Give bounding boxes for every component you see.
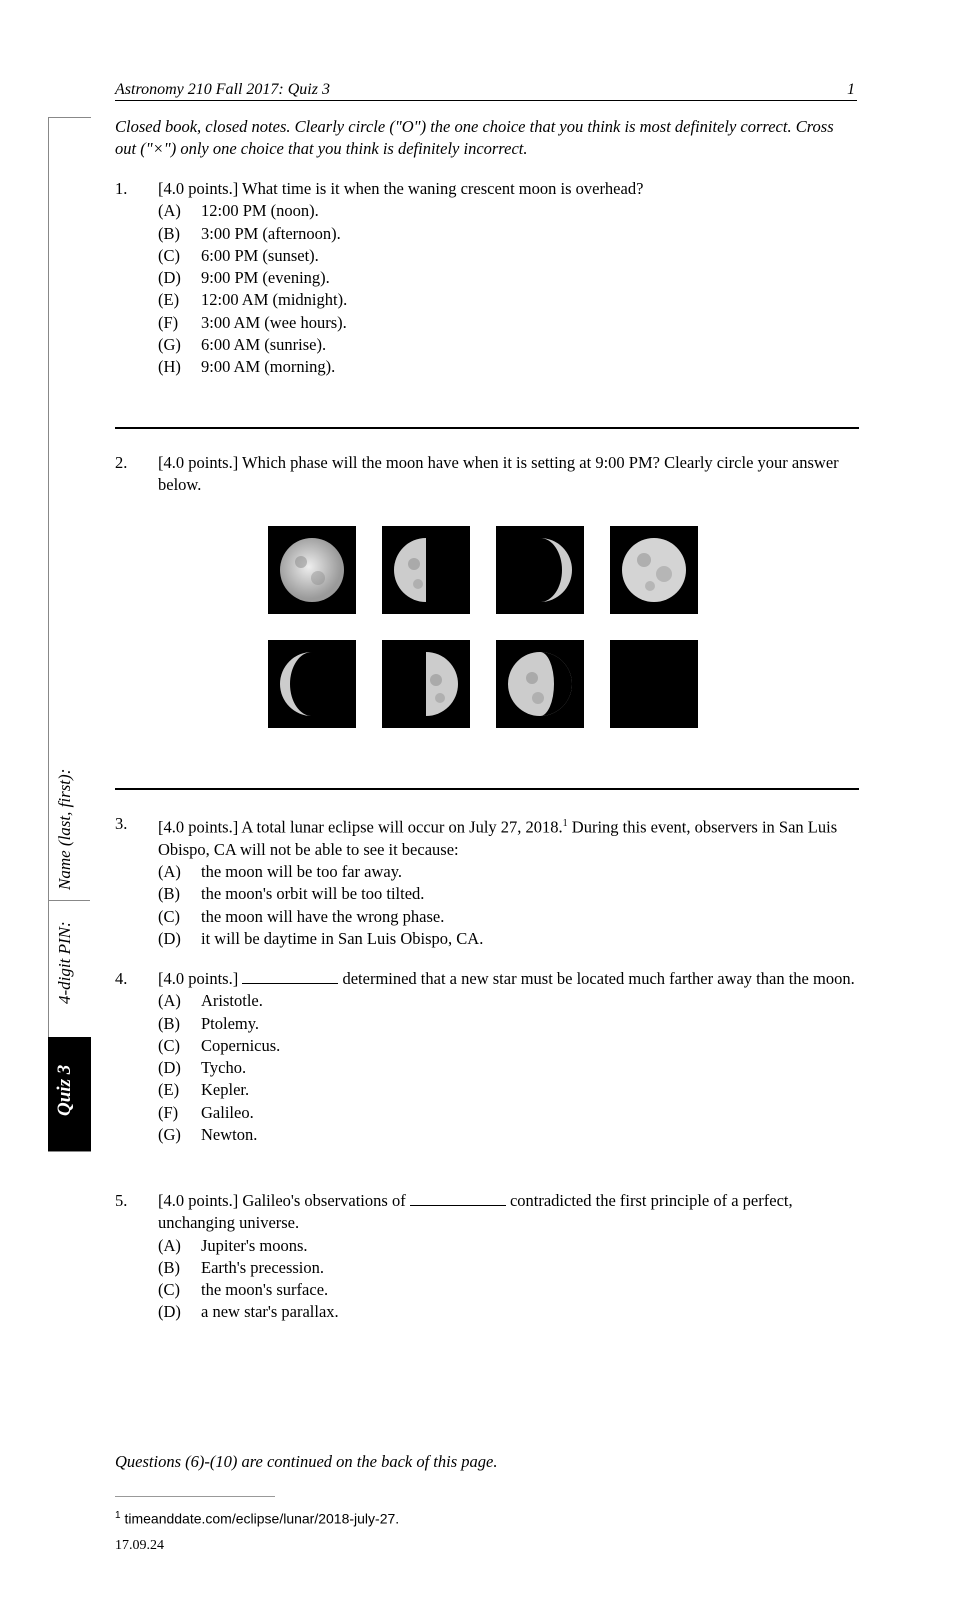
page-number: 1 — [847, 81, 855, 98]
option-label: (B) — [158, 223, 180, 243]
option-text: Newton. — [201, 1125, 258, 1145]
option-label: (G) — [158, 1125, 181, 1145]
answer-option[interactable] — [158, 1035, 855, 1057]
sidebar-name-label: Name (last, first): — [55, 768, 74, 890]
last-quarter-icon[interactable] — [382, 526, 470, 614]
option-label: (C) — [158, 1280, 180, 1300]
answer-option[interactable] — [158, 334, 855, 356]
answer-option[interactable] — [158, 267, 855, 289]
answer-option[interactable] — [158, 1057, 855, 1079]
answer-option[interactable] — [158, 1079, 855, 1101]
question-1 — [115, 178, 855, 379]
question-stem — [158, 968, 855, 990]
question-3 — [115, 813, 855, 950]
stem-part: determined that a new star must be located much farther away than the moon. — [342, 969, 855, 988]
options-list — [115, 200, 855, 378]
first-quarter-icon[interactable] — [382, 640, 470, 728]
options-list — [115, 861, 855, 950]
answer-blank — [242, 969, 338, 984]
option-label: (A) — [158, 991, 181, 1011]
question-number: 1. — [115, 179, 128, 198]
question-number: 3. — [115, 814, 128, 833]
stem-part: [4.0 points.] — [158, 969, 239, 988]
question-stem — [158, 813, 855, 861]
answer-option[interactable] — [158, 1235, 855, 1257]
footnote-mark: 1 — [115, 1510, 121, 1521]
answer-option[interactable] — [158, 200, 855, 222]
option-text: the moon will be too far away. — [201, 862, 402, 882]
option-label: (E) — [158, 290, 180, 310]
footnote-text: timeanddate.com/eclipse/lunar/2018-july-27. — [124, 1510, 400, 1527]
question-stem: [4.0 points.] Which phase will the moon have when it is setting at 9:00 PM? Clearly circle your answer below. — [158, 453, 839, 495]
option-label: (D) — [158, 1302, 181, 1322]
waning-crescent-icon[interactable] — [268, 640, 356, 728]
page-header — [115, 81, 857, 101]
answer-option[interactable] — [158, 1124, 855, 1146]
answer-option[interactable] — [158, 289, 855, 311]
option-text: 3:00 AM (wee hours). — [201, 312, 347, 332]
full-moon-icon[interactable] — [610, 526, 698, 614]
answer-option[interactable] — [158, 1301, 855, 1323]
section-divider — [115, 788, 859, 790]
option-text: Galileo. — [201, 1102, 254, 1122]
option-text: the moon will have the wrong phase. — [201, 906, 445, 926]
course-title: Astronomy 210 Fall 2017: Quiz 3 — [115, 81, 330, 98]
stem-part: During this event, observers in San Luis Obispo, CA will not be able to see it because: — [158, 817, 838, 859]
option-label: (F) — [158, 312, 179, 332]
answer-option[interactable] — [158, 1102, 855, 1124]
stem-part: [4.0 points.] Galileo's observations of — [158, 1191, 406, 1210]
answer-option[interactable] — [158, 928, 855, 950]
option-label: (A) — [158, 862, 181, 882]
answer-option[interactable] — [158, 906, 855, 928]
option-text: Earth's precession. — [201, 1257, 325, 1277]
footnote-rule — [115, 1496, 275, 1497]
question-stem — [158, 1190, 855, 1235]
option-text: Jupiter's moons. — [201, 1235, 308, 1255]
option-text: 9:00 PM (evening). — [201, 268, 330, 288]
waxing-crescent-icon[interactable] — [496, 526, 584, 614]
answer-option[interactable] — [158, 312, 855, 334]
answer-option[interactable] — [158, 245, 855, 267]
option-text: the moon's surface. — [201, 1280, 329, 1300]
question-number: 5. — [115, 1191, 128, 1210]
options-list — [115, 1235, 855, 1324]
option-text: a new star's parallax. — [201, 1302, 339, 1322]
option-text: Tycho. — [201, 1058, 247, 1078]
answer-blank — [410, 1191, 506, 1206]
option-label: (C) — [158, 1035, 180, 1055]
question-number: 4. — [115, 969, 128, 988]
question-2 — [115, 452, 855, 497]
new-moon-icon[interactable] — [610, 640, 698, 728]
option-text: 9:00 AM (morning). — [201, 357, 336, 377]
waning-gibbous-icon[interactable] — [496, 640, 584, 728]
option-text: Ptolemy. — [201, 1013, 260, 1033]
option-text: Aristotle. — [201, 991, 263, 1011]
option-label: (A) — [158, 1235, 181, 1255]
option-text: it will be daytime in San Luis Obispo, CA. — [201, 928, 484, 948]
option-text: 3:00 PM (afternoon). — [201, 223, 341, 243]
option-text: 6:00 PM (sunset). — [201, 245, 319, 265]
question-number: 2. — [115, 453, 128, 472]
option-label: (E) — [158, 1080, 180, 1100]
instructions: Closed book, closed notes. Clearly circle ("O") the one choice that you think is most definitely correct. Cross out ("×") only one choice that you think is definitely incorrect. — [115, 117, 834, 158]
sidebar-pin-label: 4-digit PIN: — [55, 921, 74, 1004]
answer-option[interactable] — [158, 1013, 855, 1035]
document-date: 17.09.24 — [115, 1538, 164, 1553]
footnote-ref: 1 — [562, 818, 568, 829]
sidebar-divider — [48, 900, 90, 901]
footnote — [115, 1510, 399, 1527]
option-label: (G) — [158, 335, 181, 355]
option-text: the moon's orbit will be too tilted. — [201, 884, 425, 904]
option-text: Kepler. — [201, 1080, 250, 1100]
option-text: 12:00 PM (noon). — [201, 201, 319, 221]
option-label: (B) — [158, 1257, 180, 1277]
option-label: (D) — [158, 268, 181, 288]
question-stem: [4.0 points.] What time is it when the waning crescent moon is overhead? — [158, 179, 644, 198]
option-label: (H) — [158, 357, 181, 377]
answer-option[interactable] — [158, 1279, 855, 1301]
option-text: Copernicus. — [201, 1035, 281, 1055]
answer-option[interactable] — [158, 861, 855, 883]
option-text: 6:00 AM (sunrise). — [201, 335, 327, 355]
section-divider — [115, 427, 859, 429]
question-5 — [115, 1190, 855, 1324]
options-list — [115, 990, 855, 1146]
stem-part: contradicted the first principle of a perfect, unchanging universe. — [158, 1191, 793, 1233]
option-text: 12:00 AM (midnight). — [201, 290, 348, 310]
question-4 — [115, 968, 855, 1146]
answer-option[interactable] — [158, 1257, 855, 1279]
stem-part: [4.0 points.] A total lunar eclipse will occur on July 27, 2018. — [158, 817, 563, 837]
option-label: (B) — [158, 884, 180, 904]
waxing-gibbous-icon[interactable] — [268, 526, 356, 614]
answer-option[interactable] — [158, 883, 855, 905]
option-label: (A) — [158, 201, 181, 221]
answer-option[interactable] — [158, 356, 855, 378]
option-label: (C) — [158, 906, 180, 926]
sidebar-quiz-label: Quiz 3 — [54, 1064, 75, 1116]
answer-option[interactable] — [158, 223, 855, 245]
option-label: (F) — [158, 1102, 179, 1122]
answer-option[interactable] — [158, 990, 855, 1012]
continued-note: Questions (6)-(10) are continued on the back of this page. — [115, 1452, 498, 1471]
option-label: (D) — [158, 928, 181, 948]
option-label: (D) — [158, 1058, 181, 1078]
option-label: (C) — [158, 245, 180, 265]
option-label: (B) — [158, 1013, 180, 1033]
